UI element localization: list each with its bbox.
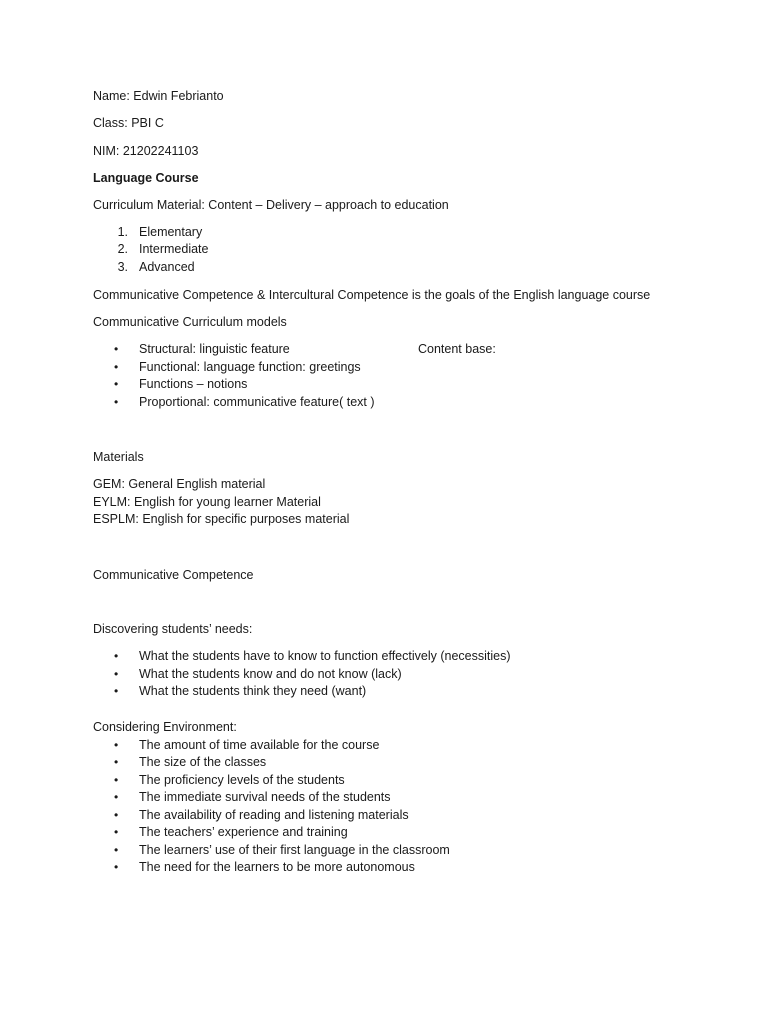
material-item: ESPLM: English for specific purposes material (93, 512, 350, 526)
student-class: Class: PBI C (93, 116, 164, 130)
bullet-icon (114, 737, 124, 753)
level-item: Intermediate (139, 242, 209, 256)
environment-item: The immediate survival needs of the students (139, 790, 391, 804)
bullet-icon (114, 824, 124, 840)
bullet-icon (114, 394, 124, 410)
level-number: 2. (117, 242, 128, 256)
environment-heading: Considering Environment: (93, 720, 237, 734)
needs-heading: Discovering students’ needs: (93, 622, 253, 636)
bullet-icon (114, 666, 124, 682)
material-item: GEM: General English material (93, 477, 266, 491)
environment-item: The teachers’ experience and training (139, 825, 348, 839)
models-heading: Communicative Curriculum models (93, 315, 287, 329)
level-item: Elementary (139, 225, 203, 239)
environment-item: The need for the learners to be more autonomous (139, 860, 415, 874)
environment-item: The size of the classes (139, 755, 267, 769)
communicative-competence-heading: Communicative Competence (93, 568, 254, 582)
need-item: What the students have to know to function effectively (necessities) (139, 649, 511, 663)
need-item: What the students know and do not know (lack) (139, 667, 402, 681)
bullet-icon (114, 648, 124, 664)
model-item: Functions – notions (139, 377, 248, 391)
level-number: 3. (117, 260, 128, 274)
bullet-icon (114, 376, 124, 392)
bullet-icon (114, 341, 124, 357)
bullet-icon (114, 789, 124, 805)
bullet-icon (114, 842, 124, 858)
student-nim: NIM: 21202241103 (93, 144, 199, 158)
level-item: Advanced (139, 260, 195, 274)
model-item: Proportional: communicative feature( text ) (139, 395, 375, 409)
bullet-icon (114, 859, 124, 875)
curriculum-material: Curriculum Material: Content – Delivery – approach to education (93, 198, 449, 212)
environment-item: The learners’ use of their first language in the classroom (139, 843, 450, 857)
need-item: What the students think they need (want) (139, 684, 367, 698)
model-item: Structural: linguistic feature (139, 342, 290, 356)
material-item: EYLM: English for young learner Material (93, 495, 321, 509)
course-title: Language Course (93, 171, 199, 185)
student-name: Name: Edwin Febrianto (93, 89, 224, 103)
bullet-icon (114, 807, 124, 823)
environment-item: The amount of time available for the course (139, 738, 380, 752)
bullet-icon (114, 359, 124, 375)
content-base-label: Content base: (418, 342, 496, 356)
bullet-icon (114, 754, 124, 770)
bullet-icon (114, 683, 124, 699)
model-item: Functional: language function: greetings (139, 360, 361, 374)
environment-item: The availability of reading and listening materials (139, 808, 409, 822)
goals-text: Communicative Competence & Intercultural Competence is the goals of the English language course (93, 288, 651, 302)
environment-item: The proficiency levels of the students (139, 773, 345, 787)
materials-heading: Materials (93, 450, 144, 464)
bullet-icon (114, 772, 124, 788)
level-number: 1. (117, 225, 128, 239)
